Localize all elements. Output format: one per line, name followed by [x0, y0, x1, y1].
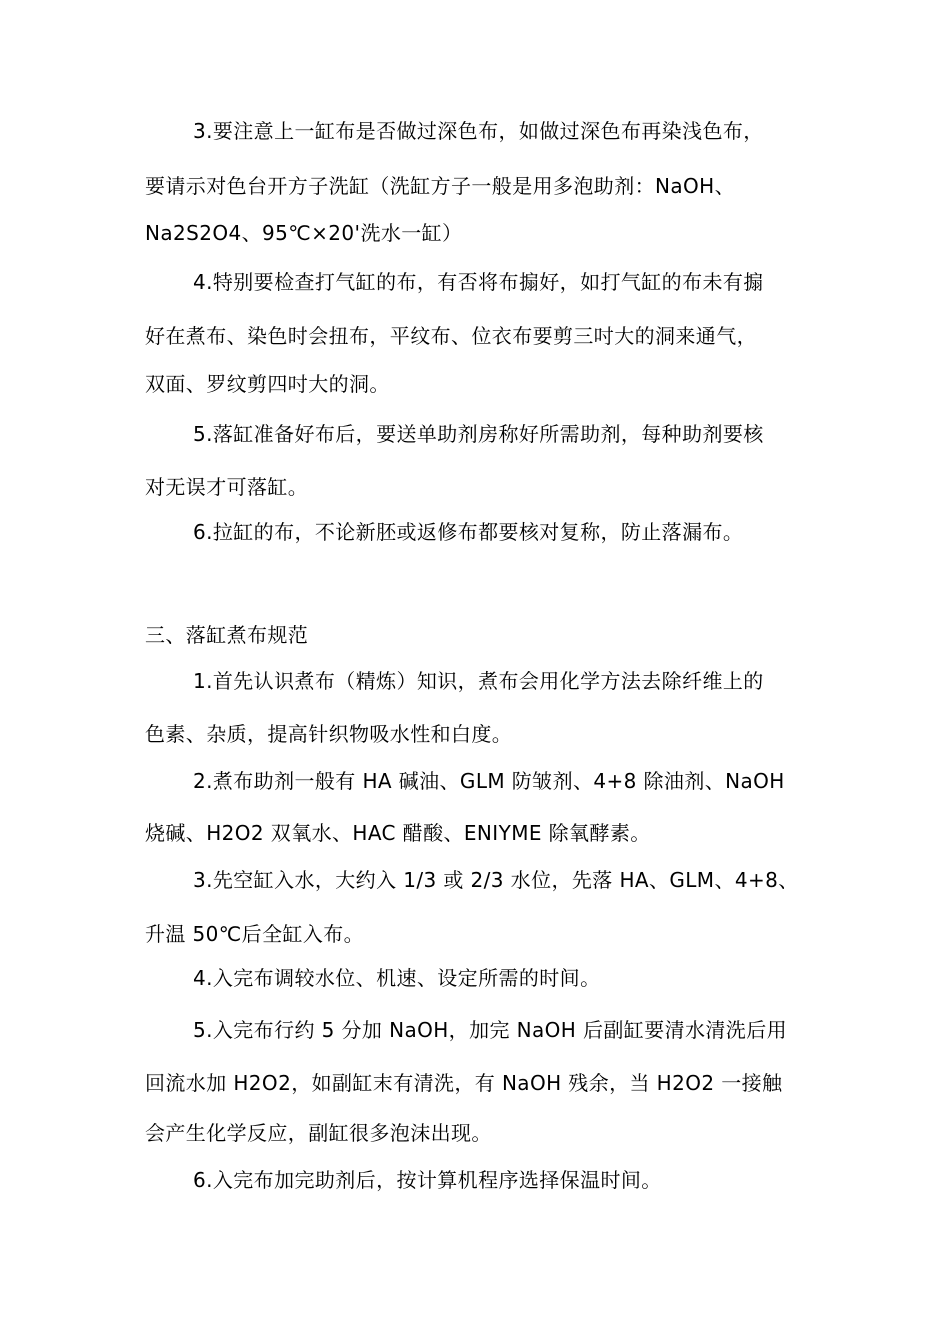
section-paragraph-6-line-1: 6.入完布加完助剂后，按计算机程序选择保温时间。 — [193, 1168, 662, 1192]
paragraph-3-line-2: 要请示对色台开方子洗缸（洗缸方子一般是用多泡助剂：NaOH、 — [145, 174, 735, 198]
section-paragraph-5-line-1: 5.入完布行约 5 分加 NaOH，加完 NaOH 后副缸要清水清洗后用 — [193, 1018, 787, 1042]
paragraph-4-line-3: 双面、罗纹剪四吋大的洞。 — [145, 372, 390, 396]
section-paragraph-5-line-2: 回流水加 H2O2，如副缸末有清洗，有 NaOH 残余，当 H2O2 一接触 — [145, 1071, 783, 1095]
paragraph-3-line-1: 3.要注意上一缸布是否做过深色布，如做过深色布再染浅色布， — [193, 119, 764, 143]
section-paragraph-3-line-1: 3.先空缸入水，大约入 1/3 或 2/3 水位，先落 HA、GLM、4+8、 — [193, 868, 799, 892]
section-paragraph-3-line-2: 升温 50℃后全缸入布。 — [145, 922, 365, 946]
section-paragraph-1-line-2: 色素、杂质，提高针织物吸水性和白度。 — [145, 722, 513, 746]
paragraph-4-line-2: 好在煮布、染色时会扭布，平纹布、位衣布要剪三吋大的洞来通气， — [145, 324, 757, 348]
paragraph-4-line-1: 4.特别要检查打气缸的布，有否将布搧好，如打气缸的布未有搧 — [193, 270, 764, 294]
paragraph-5-line-2: 对无误才可落缸。 — [145, 475, 309, 499]
paragraph-6-line-1: 6.拉缸的布，不论新胚或返修布都要核对复称，防止落漏布。 — [193, 520, 744, 544]
section-paragraph-4-line-1: 4.入完布调较水位、机速、设定所需的时间。 — [193, 966, 601, 990]
section-paragraph-2-line-1: 2.煮布助剂一般有 HA 碱油、GLM 防皱剂、4+8 除油剂、NaOH — [193, 769, 785, 793]
section-paragraph-1-line-1: 1.首先认识煮布（精炼）知识，煮布会用化学方法去除纤维上的 — [193, 669, 764, 693]
section-paragraph-2-line-2: 烧碱、H2O2 双氧水、HAC 醋酸、ENIYME 除氧酵素。 — [145, 821, 651, 845]
section-heading: 三、落缸煮布规范 — [145, 623, 309, 647]
section-paragraph-5-line-3: 会产生化学反应，副缸很多泡沫出现。 — [145, 1121, 492, 1145]
paragraph-3-line-3: Na2S2O4、95℃×20'洗水一缸） — [145, 221, 463, 245]
paragraph-5-line-1: 5.落缸准备好布后，要送单助剂房称好所需助剂，每种助剂要核 — [193, 422, 764, 446]
